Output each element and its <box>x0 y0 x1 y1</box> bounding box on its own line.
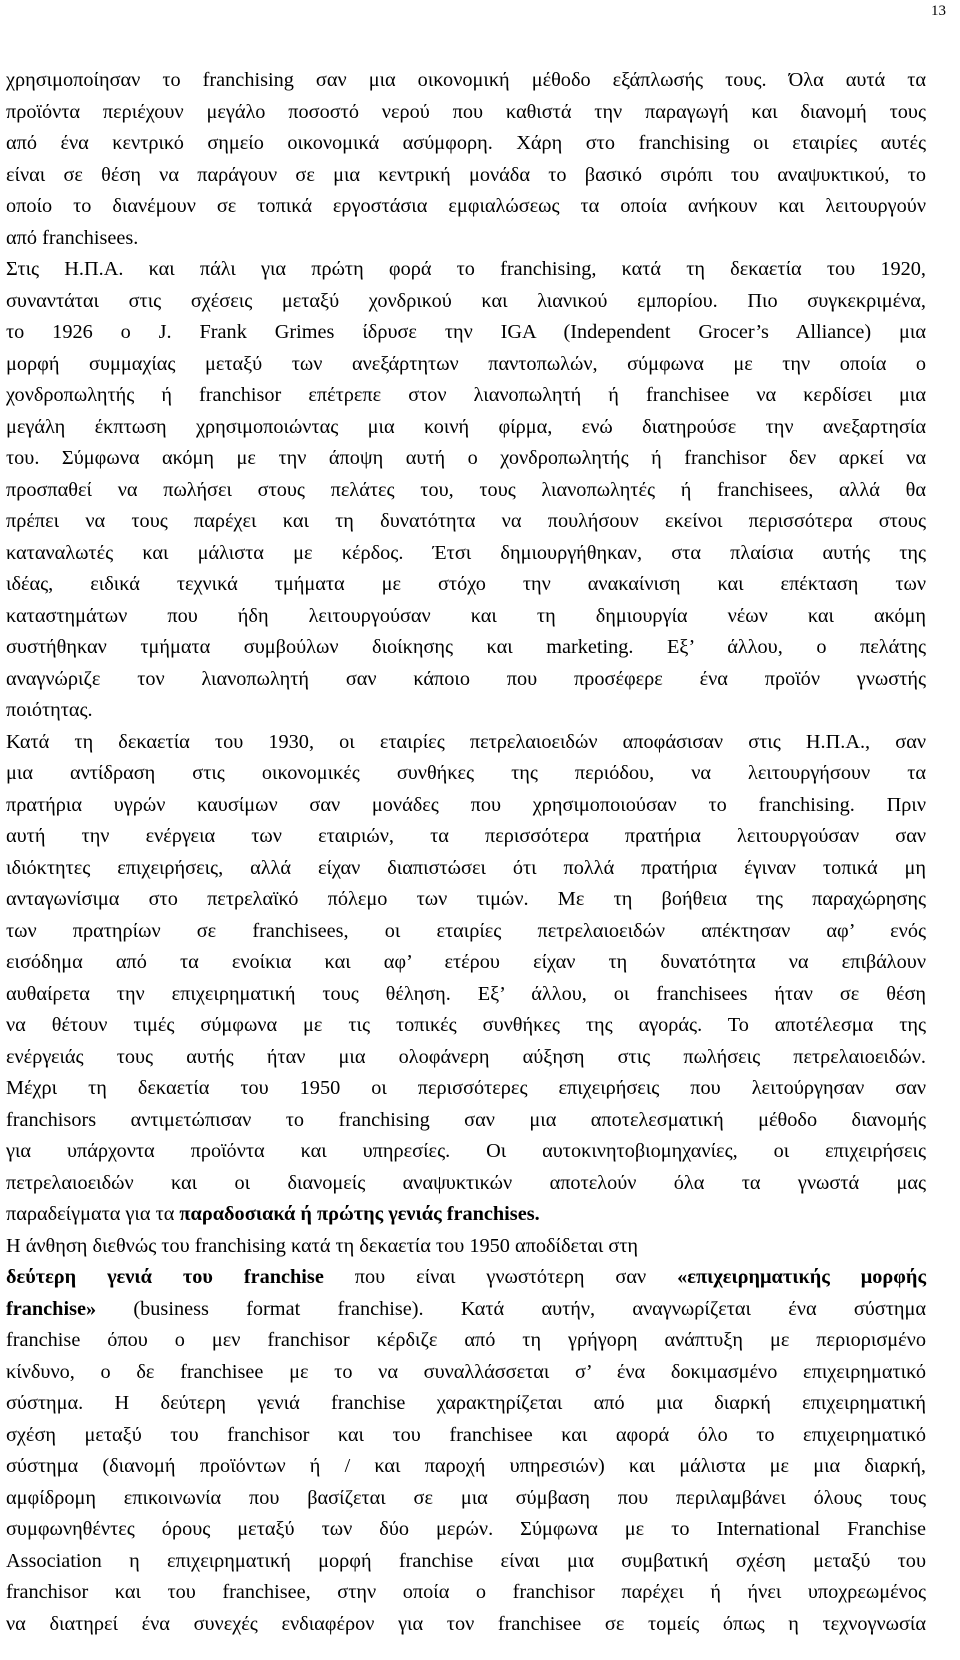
text-segment: πρατήρια υγρών καυσίμων σαν μονάδες που χρησιμοποιούσαν το franchising. Πριν <box>6 793 926 816</box>
text-line <box>6 821 926 853</box>
text-segment: Association η επιχειρηματική μορφή franchise είναι μια συμβατική σχέση μεταξύ του <box>6 1549 926 1572</box>
text-segment: ενέργειάς τους αυτής ήταν μια ολοφάνερη αύξηση στις πωλήσεις πετρελαιοειδών. <box>6 1045 926 1068</box>
text-segment: πετρελαιοειδών και οι διανομείς αναψυκτικών αποτελούν όλα τα γνωστά μας <box>6 1171 926 1194</box>
text-line <box>6 1262 926 1294</box>
text-segment: (business format franchise). Κατά αυτήν, αναγνωρίζεται ένα σύστημα <box>96 1297 926 1320</box>
text-line <box>6 664 926 696</box>
text-line <box>6 758 926 790</box>
text-segment: franchisors αντιμετώπισαν το franchising σαν μια αποτελεσματική μέθοδο διανομής <box>6 1108 926 1131</box>
text-segment: το 1926 ο J. Frank Grimes ίδρυσε την IGA (Independent Grocer’s Alliance) μια <box>6 321 926 343</box>
text-line <box>6 443 926 475</box>
text-segment: συστήθηκαν τμήματα συμβούλων διοίκησης και marketing. Εξ’ άλλου, ο πελάτης <box>6 636 926 658</box>
text-line <box>6 916 926 948</box>
text-segment: σύστημα (διανομή προϊόντων ή / και παροχή υπηρεσιών) και μάλιστα με μια διαρκή, <box>6 1455 926 1477</box>
text-segment: ανταγωνίσιμα στο πετρελαϊκό πόλεμο των τιμών. Με τη βοήθεια της παραχώρησης <box>6 888 926 910</box>
text-segment: χονδροπωλητής ή franchisor επέτρεπε στον λιανοπωλητή ή franchisee να κερδίσει μια <box>6 384 926 406</box>
text-segment: αυθαίρετα την επιχειρηματική τους θέληση. Εξ’ άλλου, οι franchisees ήταν σε θέση <box>6 982 926 1005</box>
text-segment: από franchisees. <box>6 226 139 249</box>
text-line <box>6 1010 926 1042</box>
text-segment: Η άνθηση διεθνώς του franchising κατά τη δεκαετία του 1950 αποδίδεται στη <box>6 1234 639 1257</box>
text-segment: που είναι γνωστότερη σαν <box>323 1266 678 1288</box>
bold-text: franchise» <box>6 1297 97 1320</box>
text-line <box>6 97 926 129</box>
text-line <box>6 727 926 759</box>
text-line <box>6 979 926 1011</box>
text-segment: Μέχρι τη δεκαετία του 1950 οι περισσότερες επιχειρήσεις που λειτούργησαν σαν <box>6 1077 926 1099</box>
text-line <box>6 538 926 570</box>
text-line <box>6 128 926 160</box>
text-line <box>6 1514 926 1546</box>
text-segment: του. Σύμφωνα ακόμη με την άποψη αυτή ο χονδροπωλητής ή franchisor δεν αρκεί να <box>6 447 926 469</box>
text-line <box>6 65 926 97</box>
text-line <box>6 790 926 822</box>
text-segment: εισόδημα από τα ενοίκια και αφ’ ετέρου είχαν τη δυνατότητα να επιβάλουν <box>6 951 926 973</box>
text-line <box>6 1199 926 1231</box>
text-line <box>6 1420 926 1452</box>
text-line <box>6 853 926 885</box>
bold-text: δεύτερη γενιά του franchise <box>6 1266 324 1288</box>
text-line <box>6 475 926 507</box>
text-segment: οποίο το διανέμουν σε τοπικά εργοστάσια εμφιαλώσεως τα οποία ανήκουν και λειτουργούν <box>6 195 926 217</box>
text-segment: για υπάρχοντα προϊόντα και υπηρεσίες. Οι αυτοκινητοβιομηχανίες, οι επιχειρήσεις <box>6 1140 926 1162</box>
text-line <box>6 317 926 349</box>
body-text <box>6 65 926 1640</box>
text-segment: ποιότητας. <box>6 699 93 721</box>
text-line <box>6 1168 926 1200</box>
text-line <box>6 1325 926 1357</box>
text-segment: χρησιμοποίησαν το franchising σαν μια οικονομική μέθοδο εξάπλωσής τους. Όλα αυτά τα <box>6 69 926 91</box>
text-line <box>6 1388 926 1420</box>
text-segment: καταστημάτων που ήδη λειτουργούσαν και τη δημιουργία νέων και ακόμη <box>6 604 926 627</box>
text-segment: προσπαθεί να πωλήσει στους πελάτες του, τους λιανοπωλητές ή franchisees, αλλά θα <box>6 478 926 501</box>
text-line <box>6 884 926 916</box>
text-segment: πρέπει να τους παρέχει και τη δυνατότητα να πουλήσουν εκείνοι περισσότερα στους <box>6 510 926 532</box>
text-line <box>6 254 926 286</box>
text-line <box>6 1073 926 1105</box>
text-line <box>6 380 926 412</box>
page-number: 13 <box>931 3 946 19</box>
text-line <box>6 1136 926 1168</box>
text-line <box>6 412 926 444</box>
text-segment: είναι σε θέση να παράγουν σε μια κεντρική μονάδα το βασικό σιρόπι του αναψυκτικού, το <box>6 163 926 186</box>
text-line <box>6 160 926 192</box>
text-segment: από ένα κεντρικό σημείο οικονομικά ασύμφορη. Χάρη στο franchising οι εταιρίες αυτές <box>6 132 926 154</box>
text-segment: προϊόντα περιέχουν μεγάλο ποσοστό νερού που καθιστά την παραγωγή και διανομή τους <box>6 100 926 123</box>
text-line <box>6 1483 926 1515</box>
text-line <box>6 1357 926 1389</box>
text-line <box>6 1231 926 1263</box>
text-segment: ιδιόκτητες επιχειρήσεις, αλλά είχαν διαπιστώσει ότι πολλά πρατήρια έγιναν τοπικά μη <box>6 856 926 879</box>
text-line <box>6 349 926 381</box>
bold-text: «επιχειρηματικής μορφής <box>677 1266 927 1288</box>
text-line <box>6 223 926 255</box>
text-line <box>6 1546 926 1578</box>
text-line <box>6 947 926 979</box>
text-segment: Κατά τη δεκαετία του 1930, οι εταιρίες πετρελαιοειδών αποφάσισαν στις Η.Π.Α., σαν <box>6 730 926 753</box>
text-segment: μια αντίδραση στις οικονομικές συνθήκες της περιόδου, να λειτουργήσουν τα <box>6 762 926 784</box>
text-segment: franchisor και του franchisee, στην οποία ο franchisor παρέχει ή ήνει υποχρεωμένος <box>6 1581 926 1603</box>
text-segment: ιδέας, ειδικά τεχνικά τμήματα με στόχο την ανακαίνιση και επέκταση των <box>6 573 926 595</box>
text-line <box>6 1105 926 1137</box>
text-line <box>6 506 926 538</box>
text-segment: Στις Η.Π.Α. και πάλι για πρώτη φορά το franchising, κατά τη δεκαετία του 1920, <box>6 258 926 280</box>
text-segment: σχέση μεταξύ του franchisor και του franchisee και αφορά όλο το επιχειρηματικό <box>6 1423 926 1446</box>
text-line <box>6 191 926 223</box>
text-segment: αναγνώριζε τον λιανοπωλητή σαν κάποιο που προσέφερε ένα προϊόν γνωστής <box>6 667 926 690</box>
text-line <box>6 286 926 318</box>
text-segment: καταναλωτές και μάλιστα με κέρδος. Έτσι δημιουργήθηκαν, στα πλαίσια αυτής της <box>6 541 926 564</box>
text-segment: κίνδυνο, ο δε franchisee με το να συναλλάσσεται σ’ ένα δοκιμασμένο επιχειρηματικό <box>6 1360 926 1383</box>
text-line <box>6 695 926 727</box>
text-segment: να διατηρεί ένα συνεχές ενδιαφέρον για τον franchisee σε τομείς όπως η τεχνογνωσία <box>6 1612 926 1635</box>
text-line <box>6 1042 926 1074</box>
text-line <box>6 1294 926 1326</box>
text-segment: συναντάται στις σχέσεις μεταξύ χονδρικού και λιανικού εμπορίου. Πιο συγκεκριμένα, <box>6 289 926 312</box>
text-segment: αυτή την ενέργεια των εταιριών, τα περισσότερα πρατήρια λειτουργούσαν σαν <box>6 825 926 847</box>
text-line <box>6 601 926 633</box>
text-line <box>6 632 926 664</box>
text-segment: μορφή συμμαχίας μεταξύ των ανεξάρτητων παντοπωλών, σύμφωνα με την οποία ο <box>6 352 926 375</box>
text-line <box>6 569 926 601</box>
text-line <box>6 1451 926 1483</box>
text-line <box>6 1609 926 1641</box>
text-segment: αμφίδρομη επικοινωνία που βασίζεται σε μια σύμβαση που περιλαμβάνει όλους τους <box>6 1486 926 1509</box>
text-segment: σύστημα. Η δεύτερη γενιά franchise χαρακτηρίζεται από μια διαρκή επιχειρηματική <box>6 1392 926 1414</box>
text-segment: συμφωνηθέντες όρους μεταξύ των δύο μερών. Σύμφωνα με το International Franchise <box>6 1518 926 1540</box>
text-segment: μεγάλη έκπτωση χρησιμοποιώντας μια κοινή φίρμα, ενώ διατηρούσε την ανεξαρτησία <box>6 415 926 438</box>
text-segment: να θέτουν τιμές σύμφωνα με τις τοπικές συνθήκες της αγοράς. Το αποτέλεσμα της <box>6 1014 926 1036</box>
text-segment: των πρατηρίων σε franchisees, οι εταιρίες πετρελαιοειδών απέκτησαν αφ’ ενός <box>6 919 926 942</box>
text-segment: franchise όπου ο μεν franchisor κέρδιζε από τη γρήγορη ανάπτυξη με περιορισμένο <box>6 1329 926 1351</box>
text-segment: παραδείγματα για τα <box>6 1203 180 1225</box>
text-line <box>6 1577 926 1609</box>
bold-text: παραδοσιακά ή πρώτης γενιάς franchises. <box>179 1203 540 1225</box>
